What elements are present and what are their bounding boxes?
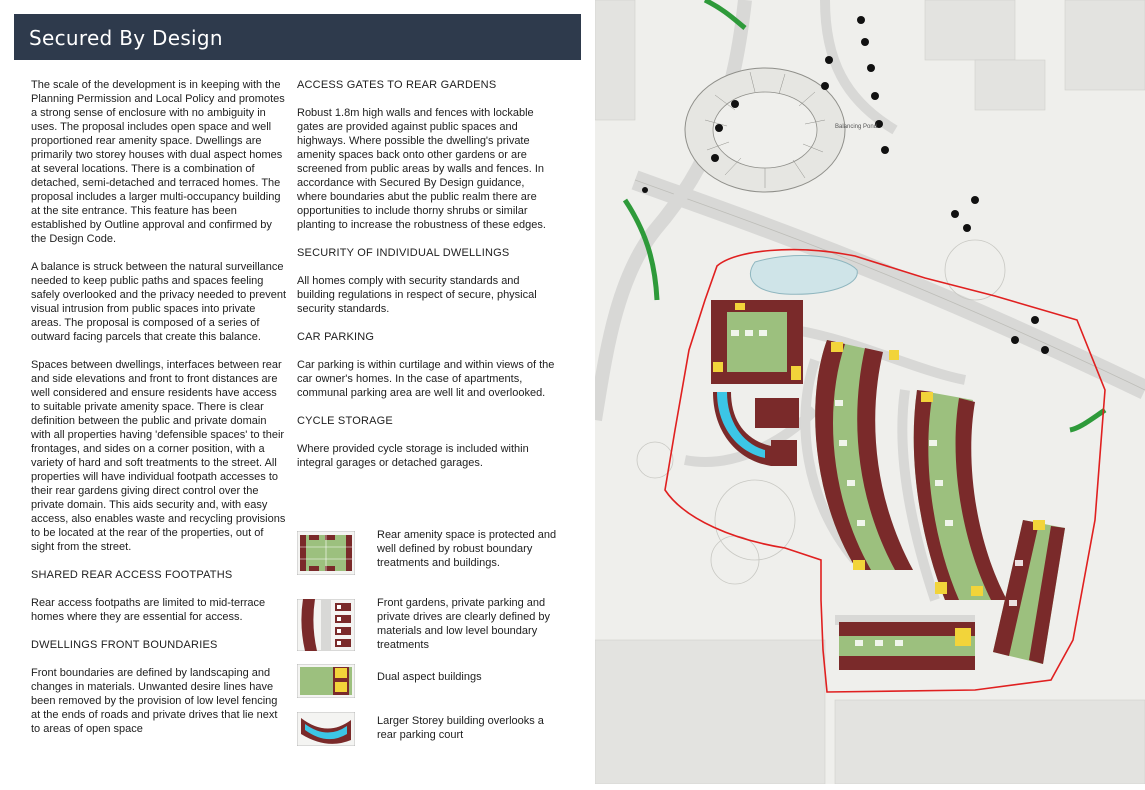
page-title: Secured By Design	[29, 26, 223, 50]
site-plan-map	[595, 0, 1145, 784]
legend-label-dual-aspect: Dual aspect buildings	[377, 671, 482, 683]
spaces-paragraph: Spaces between dwellings, interfaces between rear and side elevations and front to front distances are well considered and ensure residents have access to suitable private amenity space. There is clear definition between the public and private domain with all properties having 'defensible spaces' to their frontages, and sides on a corner position, with a variety of hard and soft treatments to the street. All properties will have individual footpath accesses to their rear gardens giving direct control over the private domain. This aids security and, with easy access, also enables waste and recycling provisions to be located at the rear of the properties, out of sight from the street.	[31, 359, 286, 553]
larger-storey-swatch	[297, 712, 355, 746]
section-heading-cycle-storage: CYCLE STORAGE	[297, 415, 393, 427]
dual-aspect-swatch	[297, 664, 355, 698]
section-body-car-parking: Car parking is within curtilage and within views of the car owner's homes. In the case of apartments, communal parking area are well lit and overlooked.	[297, 359, 555, 399]
section-body-cycle-storage: Where provided cycle storage is included within integral garages or detached garages.	[297, 443, 529, 469]
legend-item	[297, 528, 567, 598]
legend-label-rear-amenity: Rear amenity space is protected and well defined by robust boundary treatments and buildings.	[377, 529, 557, 569]
surveillance-paragraph: A balance is struck between the natural surveillance needed to keep public paths and spaces feeling safely overlooked and the privacy needed to prevent visual intrusion from public spaces into private areas. The proposal is composed of a series of outward facing parcels that create this balance.	[31, 261, 286, 343]
intro-paragraph: The scale of the development is in keeping with the Planning Permission and Local Policy and promotes a strong sense of enclosure with no ambiguity in uses. The proposal includes open space and well proportioned rear amenity space. Dwellings are primarily two storey houses with dual aspect homes at several locations. There is a combination of detached, semi-detached and terraced homes. The proposal includes a larger multi-occupancy building at the site entrance. This feature has been established by Outline approval and confirmed by the Design Code.	[31, 79, 285, 245]
legend-item	[297, 598, 567, 668]
front-gardens-swatch	[297, 599, 355, 651]
section-body-access-gates: Robust 1.8m high walls and fences with lockable gates are provided against public spaces and highways. Where possible the dwelling's private amenity spaces back onto other gardens or are screened from public areas by walls and fences. In accordance with Secured By Design guidance, where boundaries abut the public realm there are opportunities to include thorny shrubs or similar planting to increase the robustness of these edges.	[297, 107, 546, 231]
right-text-column	[297, 78, 555, 484]
section-heading-car-parking: CAR PARKING	[297, 331, 375, 343]
title-bar	[14, 14, 581, 60]
section-heading-access-gates: ACCESS GATES TO REAR GARDENS	[297, 79, 497, 91]
legend-label-larger-storey: Larger Storey building overlooks a rear parking court	[377, 715, 544, 741]
legend-item	[297, 715, 567, 790]
section-heading-front-boundaries: DWELLINGS FRONT BOUNDARIES	[31, 639, 218, 651]
section-heading-rear-access: SHARED REAR ACCESS FOOTPATHS	[31, 569, 233, 581]
legend-label-front-gardens: Front gardens, private parking and private drives are clearly defined by materials and low level boundary treatments	[377, 597, 551, 651]
section-heading-security: SECURITY OF INDIVIDUAL DWELLINGS	[297, 247, 510, 259]
section-body-front-boundaries: Front boundaries are defined by landscaping and changes in materials. Unwanted desire lines have been removed by the provision of low level fencing at the ends of roads and private drives that lie next to areas of open space	[31, 667, 278, 735]
pond-label: Balancing Pond	[835, 124, 878, 130]
section-body-rear-access: Rear access footpaths are limited to mid-terrace homes where they are essential for access.	[31, 597, 266, 623]
rear-amenity-swatch	[297, 531, 355, 575]
left-text-column	[31, 78, 287, 750]
legend	[297, 528, 567, 790]
section-body-security: All homes comply with security standards and building regulations in respect of secure, physical security standards.	[297, 275, 537, 315]
